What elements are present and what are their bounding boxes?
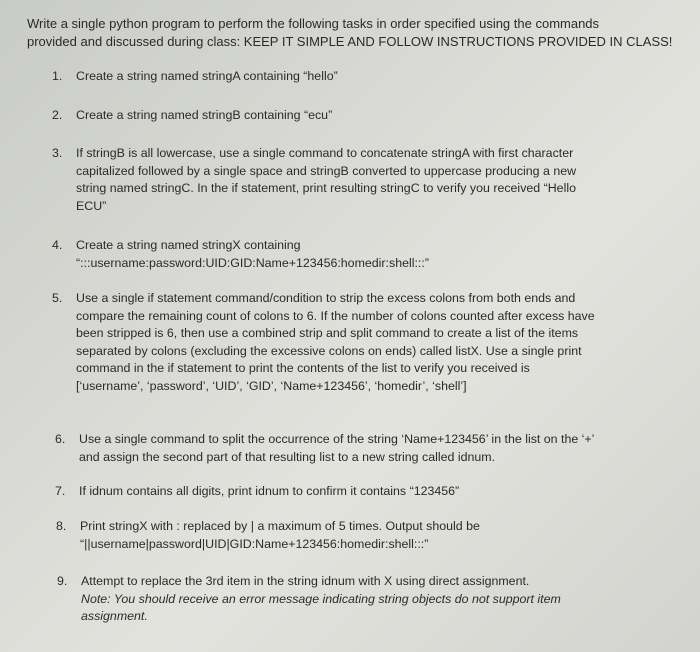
intro-line: provided and discussed during class: KEEP IT SIMPLE AND FOLLOW INSTRUCTIONS PROVIDED IN CLASS! — [27, 34, 673, 49]
list-item — [57, 573, 657, 626]
item-text: been stripped is 6, then use a combined strip and split command to create a list of the items — [76, 326, 579, 340]
list-item — [52, 107, 652, 125]
list-item — [56, 518, 656, 553]
item-number: 7. — [55, 484, 66, 498]
item-text: compare the remaining count of colons to 6. If the number of colons counted after excess have — [76, 308, 595, 323]
item-note: assignment. — [81, 609, 148, 623]
item-text: string named stringC. In the if statement, print resulting stringC to verify you received “Hello — [76, 181, 576, 195]
list-item — [52, 290, 652, 395]
item-text: “||username|password|UID|GID:Name+123456:homedir:shell:::” — [80, 536, 429, 551]
item-text: Create a string named stringX containing — [76, 238, 301, 252]
item-text: separated by colons (excluding the excessive colons on ends) called listX. Use a single print — [76, 343, 582, 358]
item-number: 2. — [52, 108, 63, 122]
item-text: command in the if statement to print the contents of the list to verify you received is — [76, 361, 530, 375]
intro-paragraph — [27, 15, 677, 51]
list-item — [55, 431, 655, 466]
item-number: 6. — [55, 432, 66, 446]
item-note: Note: You should receive an error message indicating string objects do not support item — [81, 591, 561, 606]
item-text: If idnum contains all digits, print idnum to confirm it contains “123456” — [79, 484, 460, 498]
item-text: ECU” — [76, 198, 107, 213]
item-text: Use a single if statement command/condition to strip the excess colons from both ends and — [76, 291, 576, 305]
item-text: Attempt to replace the 3rd item in the string idnum with X using direct assignment. — [81, 574, 530, 588]
item-text: and assign the second part of that resulting list to a new string called idnum. — [79, 449, 496, 464]
list-item — [52, 145, 652, 215]
item-text: If stringB is all lowercase, use a single command to concatenate stringA with first character — [76, 146, 574, 160]
list-item — [52, 237, 652, 272]
item-number: 8. — [56, 519, 67, 533]
list-item — [52, 68, 652, 86]
item-number: 4. — [52, 238, 63, 252]
intro-line: Write a single python program to perform the following tasks in order specified using the commands — [27, 16, 600, 31]
list-item — [55, 483, 655, 501]
item-number: 5. — [52, 291, 63, 305]
item-text: capitalized followed by a single space and stringB converted to uppercase producing a new — [76, 163, 577, 178]
item-text: Print stringX with : replaced by | a maximum of 5 times. Output should be — [80, 519, 480, 533]
item-number: 3. — [52, 146, 63, 160]
item-text: Use a single command to split the occurrence of the string ‘Name+123456’ in the list on the ‘+’ — [79, 432, 595, 446]
item-number: 9. — [57, 574, 68, 588]
item-number: 1. — [52, 69, 63, 83]
item-text: Create a string named stringB containing “ecu” — [76, 108, 333, 122]
item-text: “:::username:password:UID:GID:Name+123456:homedir:shell:::” — [76, 255, 429, 270]
item-text: [‘username’, ‘password’, ‘UID’, ‘GID’, ‘Name+123456’, ‘homedir’, ‘shell’] — [76, 378, 467, 393]
item-text: Create a string named stringA containing “hello” — [76, 69, 338, 83]
